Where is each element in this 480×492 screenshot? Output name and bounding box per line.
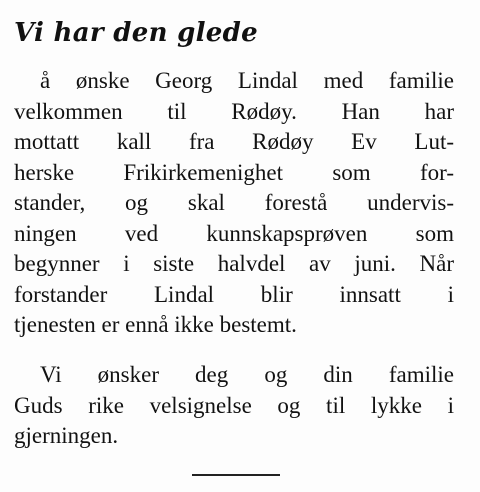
section-divider: [192, 474, 280, 476]
paragraph-line: tjenesten er ennå ikke bestemt.: [14, 312, 297, 337]
article-paragraph-1: [14, 66, 454, 341]
paragraph-line: ningen ved kunnskapsprøven som: [14, 220, 454, 246]
article-paragraph-2: [14, 360, 454, 452]
paragraph-line: Vi ønsker deg og din familie: [40, 362, 454, 387]
paragraph-line: herske Frikirkemenighet som for-: [14, 159, 454, 185]
paragraph-line: mottatt kall fra Rødøy Ev Lut-: [14, 129, 454, 154]
paragraph-line: velkommen til Rødøy. Han har: [14, 98, 454, 124]
paragraph-line: forstander Lindal blir innsatt i: [14, 281, 454, 307]
paragraph-line: begynner i siste halvdel av juni. Når: [14, 251, 454, 276]
paragraph-line: stander, og skal forestå undervis-: [14, 190, 454, 215]
paragraph-line: Guds rike velsignelse og til lykke i: [14, 392, 454, 418]
article-headline: Vi har den glede: [14, 18, 258, 48]
paragraph-line: gjerningen.: [14, 423, 119, 448]
paragraph-line: å ønske Georg Lindal med familie: [40, 68, 454, 93]
